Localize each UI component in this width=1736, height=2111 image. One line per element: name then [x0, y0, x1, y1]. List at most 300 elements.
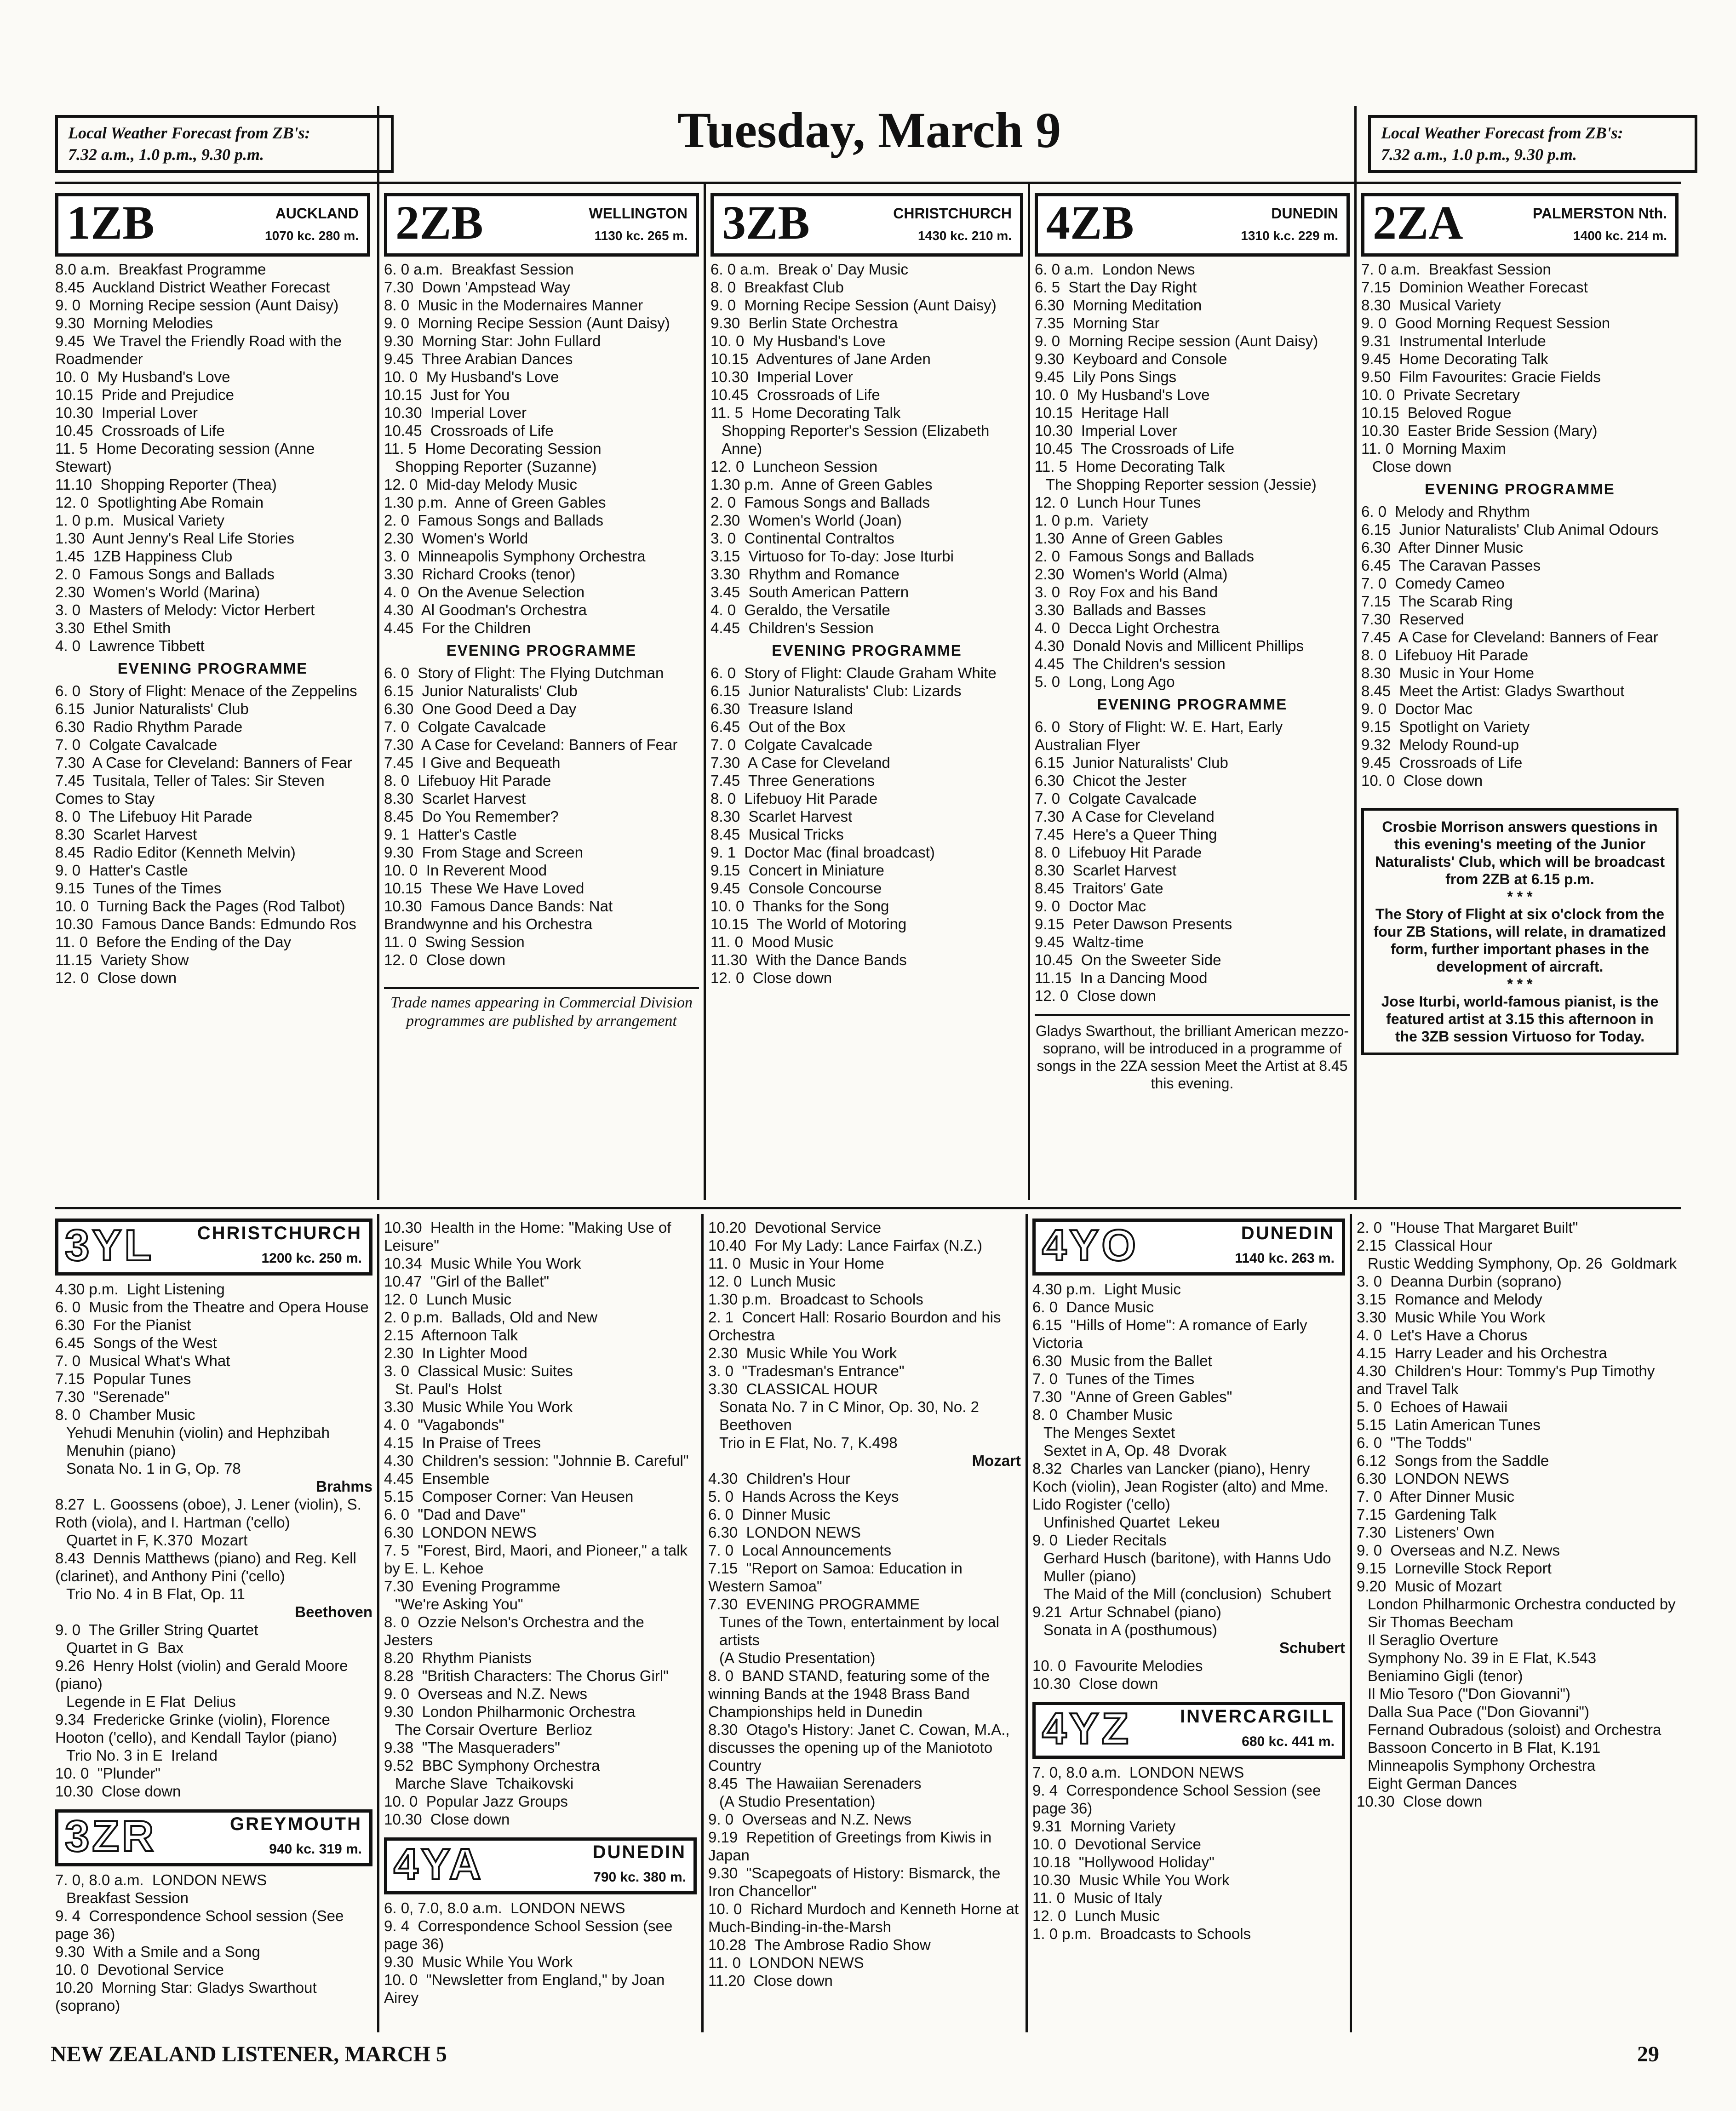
programme-item: 7.30 Evening Programme [384, 1578, 561, 1595]
programme-item: 3.30 CLASSICAL HOUR [708, 1380, 878, 1397]
station-call-sign: 4YZ [1042, 1704, 1132, 1753]
programme-item: 9.20 Music of Mozart [1357, 1578, 1502, 1595]
programme-item: 8.28 "British Characters: The Chorus Girl" [384, 1667, 669, 1684]
programme-item: 6.15 Junior Naturalists' Club [384, 682, 578, 699]
programme-item: 10.15 Heritage Hall [1035, 404, 1169, 421]
programme-item: 10.20 Devotional Service [708, 1219, 882, 1236]
programme-detail: Beniamino Gigli (tenor) [1368, 1667, 1523, 1684]
programme-item: 3. 0 Continental Contraltos [710, 530, 894, 547]
programme-item: 9. 0 Overseas and N.Z. News [708, 1811, 912, 1828]
programme-item: 2. 0 Famous Songs and Ballads [1035, 548, 1254, 565]
column-divider [377, 1214, 379, 2032]
programme-detail: Sextet in A, Op. 48 Dvorak [1043, 1442, 1227, 1459]
programme-detail: The Shopping Reporter session (Jessie) [1046, 476, 1317, 493]
section-rule [55, 1207, 1681, 1209]
programme-item: 8.45 Auckland District Weather Forecast [55, 279, 330, 296]
programme-item: 6. 0 a.m. Breakfast Session [384, 261, 574, 278]
note-divider: * * * [1507, 888, 1533, 905]
programme-item: 8. 0 Chamber Music [1032, 1406, 1173, 1423]
programme-item: 9.19 Repetition of Greetings from Kiwis in Japan [708, 1829, 996, 1864]
programme-item: 11.30 With the Dance Bands [710, 951, 907, 968]
station-frequency: 1200 kc. 250 m. [261, 1251, 362, 1266]
station-city: AUCKLAND [275, 205, 359, 222]
programme-item: 4. 0 On the Avenue Selection [384, 584, 585, 601]
programme-item: 10. 0 My Husband's Love [710, 332, 886, 349]
programme-detail: Bassoon Concerto in B Flat, K.191 [1368, 1739, 1601, 1756]
programme-item: 2. 0 "House That Margaret Built" [1357, 1219, 1578, 1236]
programme-item: 7. 0 a.m. Breakfast Session [1361, 261, 1551, 278]
programme-item: 9. 0 Doctor Mac [1361, 700, 1473, 717]
programme-item: 9.30 With a Smile and a Song [55, 1943, 260, 1960]
programme-item: 8.45 Do You Remember? [384, 808, 559, 825]
programme-item: 7.15 The Scarab Ring [1361, 593, 1513, 610]
page-number: 29 [1637, 2042, 1659, 2066]
programme-item: 6.30 For the Pianist [55, 1316, 191, 1333]
programme-item: 6. 0 a.m. Break o' Day Music [710, 261, 908, 278]
programme-item: 2.30 Women's World (Marina) [55, 584, 260, 601]
programme-list [55, 1871, 372, 2014]
weather-forecast-right-title: Local Weather Forecast from ZB's: [1381, 124, 1623, 142]
lower-column-5 [1357, 1219, 1679, 1810]
weather-forecast-left [55, 115, 394, 173]
programme-detail: Trio No. 3 in E Ireland [66, 1747, 218, 1764]
programme-item: 10.30 Imperial Lover [55, 404, 198, 421]
programme-item: 9.30 "Scapegoats of History: Bismarck, the Iron Chancellor" [708, 1865, 1005, 1899]
highlights-note [1361, 808, 1679, 1055]
station-frequency: 1070 kc. 280 m. [265, 229, 359, 243]
programme-item: 3. 0 Roy Fox and his Band [1035, 584, 1218, 601]
programme-item: 10. 0 In Reverent Mood [384, 862, 547, 879]
programme-item: 10. 0 "Plunder" [55, 1765, 160, 1782]
programme-item: 8.27 L. Goossens (oboe), J. Lener (violin), S. Roth (viola), and I. Hartman ('cello) [55, 1496, 366, 1531]
station-frequency: 1430 kc. 210 m. [918, 229, 1012, 243]
programme-detail: Eight German Dances [1368, 1775, 1517, 1792]
station-2za-column [1361, 193, 1679, 1055]
programme-item: 10.18 "Hollywood Holiday" [1032, 1854, 1215, 1871]
programme-item: 8.32 Charles van Lancker (piano), Henry Koch (violin), Jean Rogister (alto) and Mme. Lido Rogister ('cello) [1032, 1460, 1333, 1513]
programme-detail: Shopping Reporter's Session (Elizabeth Anne) [722, 422, 993, 457]
programme-item: 9.15 Peter Dawson Presents [1035, 915, 1232, 933]
programme-item: 6.30 After Dinner Music [1361, 539, 1524, 556]
programme-item: 6.30 Chicot the Jester [1035, 772, 1187, 789]
station-4yo-header [1032, 1219, 1345, 1276]
programme-item: 1.45 1ZB Happiness Club [55, 548, 233, 565]
programme-item: 3.30 Ballads and Basses [1035, 601, 1206, 618]
station-3zr-header [55, 1809, 372, 1866]
programme-item: 9. 4 Correspondence School Session (see page 36) [1032, 1782, 1325, 1817]
programme-detail: "We're Asking You" [395, 1596, 523, 1613]
programme-item: 4.45 Ensemble [384, 1470, 490, 1487]
programme-item: 3. 0 Minneapolis Symphony Orchestra [384, 548, 646, 565]
programme-item: 9.38 "The Masqueraders" [384, 1739, 560, 1756]
note-paragraph: Crosbie Morrison answers questions in this evening's meeting of the Junior Naturalists' Club, which will be broadcast from 2ZB at 6.15 p.m. [1375, 818, 1669, 887]
programme-detail: Sonata No. 7 in C Minor, Op. 30, No. 2 Beethoven [719, 1398, 988, 1433]
programme-item: 9. 4 Correspondence School Session (see page 36) [384, 1917, 677, 1952]
station-3zb-column [710, 193, 1023, 987]
programme-item: 11. 5 Home Decorating session (Anne Stewart) [55, 440, 319, 475]
programme-item: 4.45 For the Children [384, 619, 531, 636]
programme-item: 6. 0 Story of Flight: Menace of the Zeppelins [55, 682, 357, 699]
programme-item: 8.30 Scarlet Harvest [1035, 862, 1177, 879]
programme-item: 10.20 Morning Star: Gladys Swarthout (soprano) [55, 1979, 321, 2014]
programme-item: 7.30 Down 'Ampstead Way [384, 279, 570, 296]
programme-item: 7.15 "Report on Samoa: Education in Western Samoa" [708, 1560, 967, 1595]
programme-item: 7.30 "Anne of Green Gables" [1032, 1388, 1232, 1405]
programme-detail: Breakfast Session [66, 1889, 189, 1906]
programme-item: 12. 0 Lunch Music [1032, 1907, 1160, 1924]
programme-item: 8.30 Scarlet Harvest [384, 790, 526, 807]
programme-item: 3. 0 "Tradesman's Entrance" [708, 1362, 905, 1379]
programme-item: 10.45 Crossroads of Life [710, 386, 880, 403]
station-frequency: 1140 kc. 263 m. [1235, 1251, 1335, 1266]
programme-item: 2.30 In Lighter Mood [384, 1344, 527, 1362]
programme-item: 8. 0 Lifebuoy Hit Parade [710, 790, 878, 807]
lower-column-4 [1032, 1219, 1345, 1943]
programme-detail: Minneapolis Symphony Orchestra [1368, 1757, 1596, 1774]
programme-item: 11. 0 Morning Maxim [1361, 440, 1506, 457]
programme-item: 10. 0 Close down [1361, 772, 1483, 789]
programme-item: 3.45 South American Pattern [710, 584, 909, 601]
programme-item: 7. 0 Colgate Cavalcade [1035, 790, 1197, 807]
programme-item: 7.35 Morning Star [1035, 315, 1160, 332]
programme-list [1032, 1280, 1345, 1693]
programme-item: 10.30 Music While You Work [1032, 1871, 1230, 1888]
programme-item: 12. 0 Close down [384, 951, 506, 968]
station-frequency: 680 kc. 441 m. [1242, 1734, 1335, 1749]
programme-item: 11.15 In a Dancing Mood [1035, 969, 1208, 986]
programme-item: 9. 0 The Griller String Quartet [55, 1621, 258, 1638]
station-frequency: 1310 k.c. 229 m. [1241, 229, 1338, 243]
programme-item: 11. 5 Home Decorating Talk [1035, 458, 1225, 475]
programme-item: 1. 0 p.m. Musical Variety [55, 512, 225, 529]
column-divider [704, 184, 706, 1200]
programme-detail: London Philharmonic Orchestra conducted by Sir Thomas Beecham [1368, 1596, 1680, 1630]
programme-item: 12. 0 Luncheon Session [710, 458, 878, 475]
programme-item: 9.21 Artur Schnabel (piano) [1032, 1603, 1221, 1620]
programme-item: 9.34 Fredericke Grinke (violin), Florence Hooton ('cello), and Kendall Taylor (piano) [55, 1711, 337, 1746]
programme-item: 9.45 Lily Pons Sings [1035, 368, 1177, 385]
programme-item: 7.15 Dominion Weather Forecast [1361, 279, 1588, 296]
programme-item: 6. 0 Music from the Theatre and Opera House [55, 1299, 369, 1316]
programme-item: 7.15 Popular Tunes [55, 1370, 191, 1387]
programme-item: 8. 0 Chamber Music [55, 1406, 195, 1423]
programme-item: 10.45 Crossroads of Life [384, 422, 554, 439]
programme-detail: Quartet in F, K.370 Mozart [66, 1532, 248, 1549]
programme-item: 9.32 Melody Round-up [1361, 736, 1519, 753]
programme-item: 4.15 Harry Leader and his Orchestra [1357, 1344, 1607, 1362]
programme-item: 4.45 Children's Session [710, 619, 874, 636]
programme-item: 8.30 Otago's History: Janet C. Cowan, M.A., discusses the opening up of the Maniototo Country [708, 1721, 1014, 1774]
programme-item: 10. 0 Popular Jazz Groups [384, 1793, 568, 1810]
programme-item: 9. 4 Correspondence School session (See page 36) [55, 1907, 348, 1942]
programme-detail: Symphony No. 39 in E Flat, K.543 [1368, 1649, 1597, 1666]
programme-item: 7.30 "Serenade" [55, 1388, 170, 1405]
programme-item: 3.30 Richard Crooks (tenor) [384, 566, 576, 583]
station-call-sign: 3ZB [722, 196, 810, 249]
programme-item: 7. 0 Local Announcements [708, 1542, 892, 1559]
programme-item: 7.30 EVENING PROGRAMME [708, 1596, 920, 1613]
programme-item: 4. 0 Lawrence Tibbett [55, 637, 205, 654]
note-paragraph: The Story of Flight at six o'clock from the four ZB Stations, will relate, in dramatized form, further important phases in the development of aircraft. [1373, 906, 1671, 975]
programme-detail: Sonata in A (posthumous) [1043, 1621, 1217, 1638]
lower-column-1 [55, 1219, 372, 2014]
programme-item: 10. 0 Devotional Service [55, 1961, 224, 1978]
programme-item: 9.50 Film Favourites: Gracie Fields [1361, 368, 1601, 385]
weather-forecast-left-times: 7.32 a.m., 1.0 p.m., 9.30 p.m. [68, 145, 264, 164]
programme-list [55, 260, 370, 987]
programme-item: 3.30 Music While You Work [1357, 1309, 1546, 1326]
programme-item: 4.30 Children's Hour: Tommy's Pup Timothy and Travel Talk [1357, 1362, 1659, 1397]
station-frequency: 790 kc. 380 m. [593, 1870, 686, 1885]
station-city: WELLINGTON [589, 205, 688, 222]
swarthout-note: Gladys Swarthout, the brilliant American mezzo-soprano, will be introduced in a programme of songs in the 2ZA session Meet the Artist at 8.45 this evening. [1035, 1014, 1350, 1092]
programme-item: 8.45 Radio Editor (Kenneth Melvin) [55, 844, 296, 861]
lower-column-3 [708, 1219, 1021, 1990]
programme-item: 7.30 Listeners' Own [1357, 1524, 1495, 1541]
programme-item: 3. 0 Classical Music: Suites [384, 1362, 573, 1379]
programme-item: 10.47 "Girl of the Ballet" [384, 1273, 550, 1290]
station-3zb-header [710, 193, 1023, 257]
programme-item: 12. 0 Close down [55, 969, 177, 986]
programme-item: 7.45 Tusitala, Teller of Tales: Sir Steven Comes to Stay [55, 772, 329, 807]
programme-item: 11. 5 Home Decorating Session [384, 440, 602, 457]
publication-footer: NEW ZEALAND LISTENER, MARCH 5 [51, 2042, 447, 2066]
programme-item: 4.30 Children's session: "Johnnie B. Careful" [384, 1452, 689, 1469]
programme-item: 8. 0 Lifebuoy Hit Parade [1361, 646, 1529, 664]
programme-item: 6.30 LONDON NEWS [384, 1524, 537, 1541]
programme-item: 11. 0 Music of Italy [1032, 1889, 1162, 1906]
programme-item: 9. 0 Morning Recipe session (Aunt Daisy) [55, 297, 339, 314]
weather-forecast-left-title: Local Weather Forecast from ZB's: [68, 124, 310, 142]
programme-item: 2. 0 p.m. Ballads, Old and New [384, 1309, 598, 1326]
station-call-sign: 2ZA [1373, 196, 1463, 249]
programme-item: 2.30 Women's World (Joan) [710, 512, 902, 529]
programme-item: 9.45 Three Arabian Dances [384, 350, 573, 367]
station-city: DUNEDIN [1241, 1223, 1335, 1243]
programme-item: 10. 0 Richard Murdoch and Kenneth Horne at Much-Binding-in-the-Marsh [708, 1900, 1023, 1935]
composer-credit: Beethoven [295, 1603, 372, 1620]
programme-item: 10.30 Imperial Lover [1035, 422, 1178, 439]
programme-item: 10. 0 Thanks for the Song [710, 898, 889, 915]
programme-list [1361, 260, 1679, 789]
programme-item: 4. 0 Geraldo, the Versatile [710, 601, 890, 618]
programme-item: 7. 0, 8.0 a.m. LONDON NEWS [55, 1871, 267, 1888]
programme-detail: Trio No. 4 in B Flat, Op. 11 [66, 1585, 245, 1602]
programme-item: 10.30 Easter Bride Session (Mary) [1361, 422, 1598, 439]
header-rule [55, 182, 1681, 184]
programme-item: 10.30 Close down [384, 1811, 510, 1828]
programme-item: 2.15 Afternoon Talk [384, 1327, 518, 1344]
weather-forecast-right-times: 7.32 a.m., 1.0 p.m., 9.30 p.m. [1381, 145, 1577, 164]
programme-item: 12. 0 Lunch Music [708, 1273, 836, 1290]
section-heading: EVENING PROGRAMME [1425, 481, 1615, 498]
programme-item: 7. 0 After Dinner Music [1357, 1488, 1514, 1505]
station-call-sign: 4ZB [1046, 196, 1134, 249]
programme-item: 7.30 A Case for Cleveland: Banners of Fear [55, 754, 352, 771]
programme-detail: The Maid of the Mill (conclusion) Schubert [1043, 1585, 1331, 1602]
programme-item: 7.30 A Case for Ceveland: Banners of Fear [384, 736, 678, 753]
programme-item: 4.30 p.m. Light Listening [55, 1281, 225, 1298]
column-divider [377, 106, 379, 1200]
programme-item: 9. 0 Overseas and N.Z. News [1357, 1542, 1560, 1559]
station-city: GREYMOUTH [230, 1814, 362, 1834]
programme-item: 6. 0 Story of Flight: Claude Graham White [710, 664, 997, 681]
programme-item: 7. 0 Comedy Cameo [1361, 575, 1505, 592]
programme-detail: (A Studio Presentation) [719, 1793, 876, 1810]
programme-detail: Gerhard Husch (baritone), with Hanns Udo Muller (piano) [1043, 1550, 1335, 1585]
programme-item: 6.15 Junior Naturalists' Club [55, 700, 249, 717]
column-divider [1350, 1214, 1352, 2032]
programme-item: 1.30 Aunt Jenny's Real Life Stories [55, 530, 294, 547]
programme-item: 8. 0 Breakfast Club [710, 279, 844, 296]
programme-item: 8.0 a.m. Breakfast Programme [55, 261, 266, 278]
programme-item: 2. 0 Famous Songs and Ballads [710, 494, 930, 511]
programme-item: 10. 0 My Husband's Love [1035, 386, 1210, 403]
programme-item: 10.30 Famous Dance Bands: Edmundo Ros [55, 915, 356, 933]
programme-detail: Rustic Wedding Symphony, Op. 26 Goldmark [1368, 1255, 1677, 1272]
programme-item: 7. 0 Colgate Cavalcade [710, 736, 873, 753]
programme-item: 8. 0 Music in the Modernaires Manner [384, 297, 643, 314]
programme-item: 8. 0 Lifebuoy Hit Parade [1035, 844, 1202, 861]
station-frequency: 1130 kc. 265 m. [594, 229, 688, 243]
station-city: DUNEDIN [592, 1842, 686, 1862]
programme-item: 9.26 Henry Holst (violin) and Gerald Moore (piano) [55, 1657, 352, 1692]
programme-item: 9. 1 Doctor Mac (final broadcast) [710, 844, 935, 861]
programme-item: 10.40 For My Lady: Lance Fairfax (N.Z.) [708, 1237, 983, 1254]
station-call-sign: 4YO [1042, 1221, 1139, 1270]
programme-item: 3. 0 Deanna Durbin (soprano) [1357, 1273, 1562, 1290]
programme-item: 7. 0 Musical What's What [55, 1352, 230, 1369]
programme-item: 8.30 Musical Variety [1361, 297, 1501, 314]
programme-item: 9.31 Instrumental Interlude [1361, 332, 1546, 349]
column-divider [701, 1214, 704, 2032]
programme-item: 12. 0 Close down [710, 969, 832, 986]
programme-item: 4.30 p.m. Light Music [1032, 1281, 1181, 1298]
programme-item: 2.30 Music While You Work [708, 1344, 897, 1362]
note-paragraph: Jose Iturbi, world-famous pianist, is the featured artist at 3.15 this afternoon in the 3ZB session Virtuoso for Today. [1381, 993, 1663, 1045]
weather-forecast-right [1368, 115, 1697, 173]
column-divider [1026, 1214, 1028, 2032]
programme-item: 10.30 Close down [1357, 1793, 1483, 1810]
programme-list [1032, 1763, 1345, 1943]
section-heading: EVENING PROGRAMME [446, 642, 637, 659]
station-4zb-header [1035, 193, 1350, 257]
programme-item: 12. 0 Mid-day Melody Music [384, 476, 577, 493]
page-title: Tuesday, March 9 [677, 102, 1061, 158]
programme-item: 5.15 Composer Corner: Van Heusen [384, 1488, 634, 1505]
programme-item: 12. 0 Spotlighting Abe Romain [55, 494, 264, 511]
trade-names-footnote: Trade names appearing in Commercial Division programmes are published by arrangement [384, 987, 699, 1030]
programme-item: 1.30 p.m. Anne of Green Gables [384, 494, 606, 511]
programme-item: 6.45 Songs of the West [55, 1334, 217, 1351]
programme-item: 6.45 The Caravan Passes [1361, 557, 1541, 574]
programme-list [384, 260, 699, 969]
programme-item: 8.45 The Hawaiian Serenaders [708, 1775, 922, 1792]
programme-item: 10.45 Crossroads of Life [55, 422, 225, 439]
programme-item: 7.45 Here's a Queer Thing [1035, 826, 1217, 843]
programme-item: 9. 0 Morning Recipe session (Aunt Daisy) [1035, 332, 1318, 349]
station-city: DUNEDIN [1271, 205, 1338, 222]
programme-list [384, 1899, 697, 2007]
programme-item: 9.30 Morning Melodies [55, 315, 213, 332]
section-heading: EVENING PROGRAMME [772, 642, 962, 659]
programme-item: 9.30 Berlin State Orchestra [710, 315, 898, 332]
programme-detail: Yehudi Menuhin (violin) and Hephzibah Menuhin (piano) [66, 1424, 334, 1459]
programme-detail: The Corsair Overture Berlioz [395, 1721, 593, 1738]
programme-item: 1.30 Anne of Green Gables [1035, 530, 1223, 547]
programme-item: 10.30 Health in the Home: "Making Use of Leisure" [384, 1219, 676, 1254]
station-4yz-header [1032, 1702, 1345, 1759]
programme-detail: Close down [1372, 458, 1452, 475]
programme-item: 11. 0 Before the Ending of the Day [55, 933, 292, 950]
programme-item: 9.45 Waltz-time [1035, 933, 1144, 950]
programme-detail: Il Seraglio Overture [1368, 1631, 1499, 1648]
programme-item: 3.15 Virtuoso for To-day: Jose Iturbi [710, 548, 954, 565]
programme-item: 2.30 Women's World [384, 530, 528, 547]
programme-item: 9.30 London Philharmonic Orchestra [384, 1703, 636, 1720]
programme-item: 9. 0 Morning Recipe Session (Aunt Daisy) [710, 297, 997, 314]
composer-credit: Schubert [1279, 1639, 1345, 1656]
programme-detail: (A Studio Presentation) [719, 1649, 876, 1666]
programme-item: 1. 0 p.m. Broadcasts to Schools [1032, 1925, 1251, 1942]
programme-detail: Fernand Oubradous (soloist) and Orchestra [1368, 1721, 1662, 1738]
programme-item: 7. 0 Tunes of the Times [1032, 1370, 1195, 1387]
programme-item: 6.30 Treasure Island [710, 700, 854, 717]
programme-item: 6.12 Songs from the Saddle [1357, 1452, 1549, 1469]
programme-item: 9.15 Spotlight on Variety [1361, 718, 1530, 735]
programme-item: 6. 0 "Dad and Dave" [384, 1506, 526, 1523]
programme-item: 8. 0 Lifebuoy Hit Parade [384, 772, 551, 789]
column-divider [1028, 184, 1030, 1200]
programme-item: 6.15 "Hills of Home": A romance of Early Victoria [1032, 1316, 1312, 1351]
programme-item: 6.30 Morning Meditation [1035, 297, 1202, 314]
programme-item: 6. 0 Story of Flight: The Flying Dutchman [384, 664, 664, 681]
programme-item: 8.45 Musical Tricks [710, 826, 844, 843]
programme-list [708, 1219, 1021, 1990]
programme-item: 8.20 Rhythm Pianists [384, 1649, 532, 1666]
programme-item: 9.30 Morning Star: John Fullard [384, 332, 601, 349]
programme-item: 9.30 Keyboard and Console [1035, 350, 1227, 367]
programme-item: 12. 0 Lunch Hour Tunes [1035, 494, 1201, 511]
programme-item: 4.15 In Praise of Trees [384, 1434, 541, 1451]
programme-detail: Shopping Reporter (Suzanne) [395, 458, 597, 475]
programme-item: 9. 0 Good Morning Request Session [1361, 315, 1610, 332]
programme-detail: Unfinished Quartet Lekeu [1043, 1514, 1220, 1531]
programme-item: 9. 0 Morning Recipe Session (Aunt Daisy) [384, 315, 670, 332]
programme-item: 7.30 Reserved [1361, 611, 1464, 628]
station-call-sign: 4YA [394, 1840, 484, 1889]
section-heading: EVENING PROGRAMME [117, 660, 308, 677]
programme-item: 10.28 The Ambrose Radio Show [708, 1936, 931, 1953]
programme-item: 6.30 LONDON NEWS [708, 1524, 861, 1541]
programme-item: 9.45 Console Concourse [710, 880, 882, 897]
programme-item: 8.30 Music in Your Home [1361, 664, 1535, 681]
programme-item: 10.15 The World of Motoring [710, 915, 907, 933]
programme-item: 4.45 The Children's session [1035, 655, 1226, 672]
programme-item: 2. 1 Concert Hall: Rosario Bourdon and his Orchestra [708, 1309, 1005, 1344]
programme-item: 10.30 Imperial Lover [384, 404, 527, 421]
section-heading: EVENING PROGRAMME [1097, 696, 1288, 713]
programme-detail: Il Mio Tesoro ("Don Giovanni") [1368, 1685, 1570, 1702]
programme-item: 6.15 Junior Naturalists' Club: Lizards [710, 682, 962, 699]
programme-item: 9.45 We Travel the Friendly Road with the Roadmender [55, 332, 346, 367]
programme-item: 9.45 Crossroads of Life [1361, 754, 1523, 771]
programme-item: 5. 0 Echoes of Hawaii [1357, 1398, 1508, 1415]
programme-item: 7.15 Gardening Talk [1357, 1506, 1496, 1523]
programme-item: 8.43 Dennis Matthews (piano) and Reg. Kell (clarinet), and Anthony Pini ('cello) [55, 1550, 361, 1585]
station-1zb-column [55, 193, 370, 987]
programme-item: 10.15 Adventures of Jane Arden [710, 350, 931, 367]
